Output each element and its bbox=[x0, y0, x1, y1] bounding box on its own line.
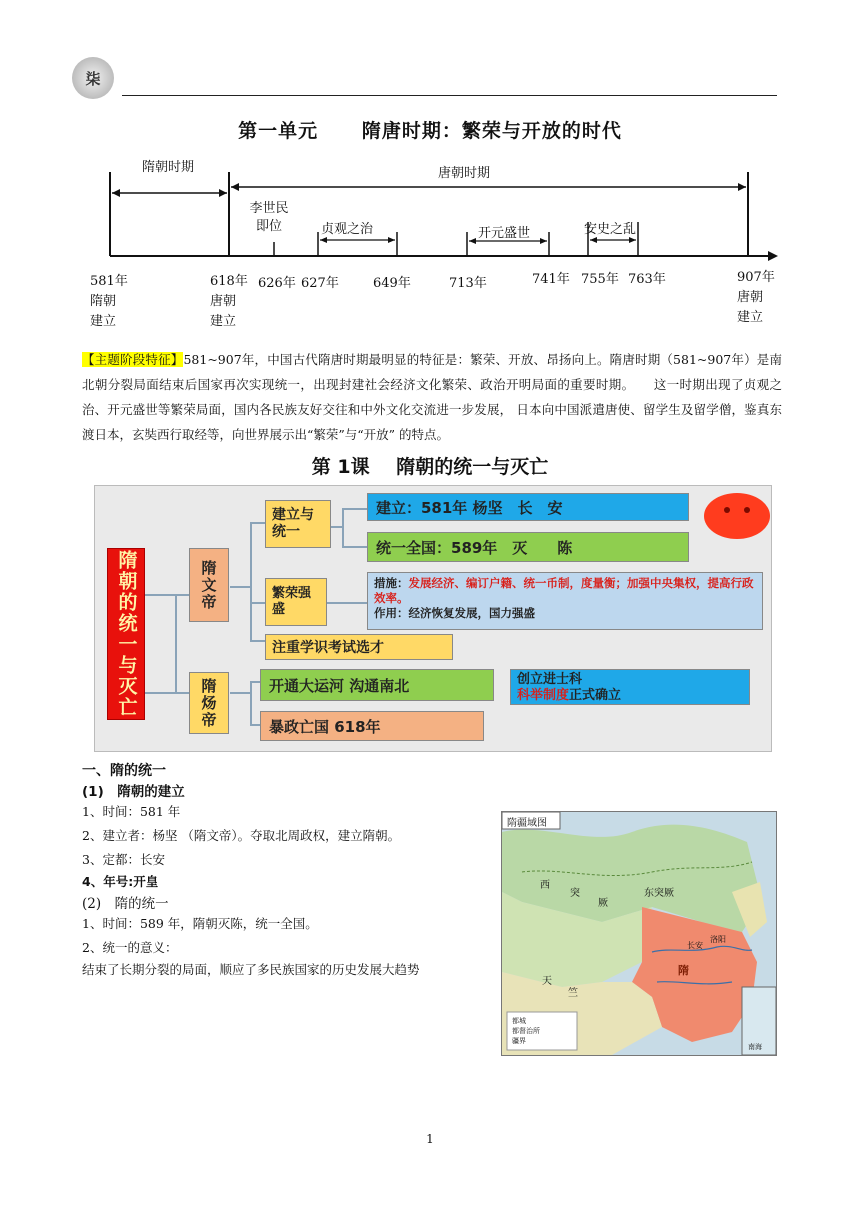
unify-time: 1、时间：589 年，隋朝灭陈，统一全国。 bbox=[82, 916, 318, 931]
map-label-changan: 长安 bbox=[687, 941, 703, 950]
section-heading: 一、隋的统一 bbox=[82, 763, 166, 779]
map-label-tian: 天 bbox=[542, 976, 552, 987]
node-prosper: 繁荣强盛 bbox=[265, 578, 327, 626]
event-li-shimin: 李世民即位 bbox=[249, 201, 289, 234]
date-581: 581年 隋朝建立 bbox=[90, 274, 128, 329]
map-title: 隋疆域图 bbox=[507, 818, 547, 829]
jinshi-text: 创立进士科 bbox=[517, 672, 583, 687]
unify-significance: 2、统一的意义： bbox=[82, 940, 178, 955]
legend-capital: 都城 bbox=[512, 1017, 526, 1025]
map-label-jue: 厥 bbox=[598, 898, 608, 909]
event-kaiyuan: 开元盛世 bbox=[478, 226, 531, 241]
keju-rest-text: 正式确立 bbox=[569, 688, 622, 703]
item-era: 4、年号:开皇 bbox=[82, 874, 159, 889]
map-graphic bbox=[502, 812, 776, 1055]
header-rule bbox=[122, 95, 777, 96]
map-label-tu: 突 bbox=[570, 888, 580, 899]
map-label-zhu: 竺 bbox=[568, 988, 578, 999]
lesson-title-text: 隋朝的统一与灭亡 bbox=[396, 456, 549, 478]
item-capital: 3、定都：长安 bbox=[82, 852, 165, 867]
smiley-face bbox=[701, 491, 771, 541]
node-fall: 暴政亡国 618年 bbox=[260, 711, 484, 741]
map-label-sui: 隋 bbox=[678, 964, 689, 977]
map-label-nanhai: 南海 bbox=[748, 1043, 762, 1051]
period-sui: 隋朝时期 bbox=[142, 160, 195, 175]
node-establish-unify: 建立与统一 bbox=[265, 500, 331, 548]
legend-governor: 都督治所 bbox=[512, 1027, 540, 1035]
unify-significance-text: 结束了长期分裂的局面，顺应了多民族国家的历史发展大趋势 bbox=[82, 962, 420, 977]
map-label-xi: 西 bbox=[540, 880, 550, 891]
node-unify: 统一全国：589年 灭 陈 bbox=[367, 532, 689, 562]
measures-text: 发展经济、编订户籍、统一币制，度量衡；加强中央集权，提高行政效率。 bbox=[374, 576, 754, 605]
sui-territory-map bbox=[501, 811, 777, 1056]
date-763: 763年 bbox=[628, 272, 666, 287]
date-755: 755年 bbox=[581, 272, 619, 287]
theme-text: 581~907年，中国古代隋唐时期最明显的特征是：繁荣、开放、昂扬向上。隋唐时期（581~907年）是南北朝分裂局面结束后国家再次实现统一，出现封建社会经济文化繁荣、政治开明局面的重要时期。 这一时期出现了贞观之治、开元盛世等繁荣局面，国内各民族友好交往和中外文化交流进一步发展， 日本向中国派遣唐使、留学生及留学僧，鉴真东渡日本，玄奘西行取经等，向世界展示出“繁荣”与“开放” 的特点。 bbox=[82, 352, 782, 442]
date-713: 713年 bbox=[449, 276, 487, 291]
node-establish: 建立：581年 杨坚 长 安 bbox=[367, 493, 689, 521]
node-sui-yangdi: 隋炀帝 bbox=[189, 672, 229, 734]
date-649: 649年 bbox=[373, 276, 411, 291]
unit-title-text: 隋唐时期：繁荣与开放的时代 bbox=[361, 120, 622, 142]
node-sui-wendi: 隋文帝 bbox=[189, 548, 229, 622]
mindmap-root: 隋朝的统一与灭亡 bbox=[107, 548, 145, 720]
effect-tag: 作用： bbox=[374, 606, 409, 620]
event-zhenguan: 贞观之治 bbox=[321, 222, 374, 237]
node-canal: 开通大运河 沟通南北 bbox=[260, 669, 494, 701]
timeline-diagram bbox=[80, 150, 780, 340]
date-618: 618年 唐朝建立 bbox=[210, 274, 248, 329]
school-logo: 柒 bbox=[72, 57, 114, 99]
item-time: 1、时间：581 年 bbox=[82, 804, 181, 819]
subsection-establish: (1) 隋朝的建立 bbox=[82, 784, 185, 800]
node-exam: 注重学识考试选才 bbox=[265, 634, 453, 660]
subsection-unify: (2) 隋的统一 bbox=[82, 896, 169, 912]
measures-tag: 措施： bbox=[374, 576, 409, 590]
date-741: 741年 bbox=[532, 272, 570, 287]
effect-text: 经济恢复发展，国力强盛 bbox=[408, 606, 535, 620]
node-measures bbox=[367, 572, 763, 630]
date-627: 627年 bbox=[301, 276, 339, 291]
lesson-title bbox=[0, 452, 860, 479]
page-number: 1 bbox=[426, 1132, 434, 1146]
node-keju bbox=[510, 669, 750, 705]
date-907: 907年 唐朝建立 bbox=[737, 270, 775, 325]
period-tang: 唐朝时期 bbox=[438, 166, 491, 181]
unit-label: 第一单元 bbox=[238, 120, 319, 142]
lesson-label: 第 1课 bbox=[311, 456, 370, 478]
mind-map bbox=[94, 485, 772, 752]
map-legend bbox=[512, 1016, 540, 1046]
event-anshi: 安史之乱 bbox=[584, 222, 637, 237]
keju-red-text: 科举制度 bbox=[517, 688, 570, 703]
date-626: 626年 bbox=[258, 276, 296, 291]
theme-intro bbox=[82, 347, 782, 447]
legend-border: 疆界 bbox=[512, 1037, 526, 1045]
item-founder: 2、建立者：杨坚 （隋文帝）。夺取北周政权，建立隋朝。 bbox=[82, 828, 401, 843]
map-label-luoyang: 洛阳 bbox=[710, 935, 726, 944]
map-label-dongtujue: 东突厥 bbox=[644, 888, 674, 899]
theme-tag: 【主题阶段特征】 bbox=[82, 352, 184, 367]
unit-title bbox=[0, 116, 860, 143]
